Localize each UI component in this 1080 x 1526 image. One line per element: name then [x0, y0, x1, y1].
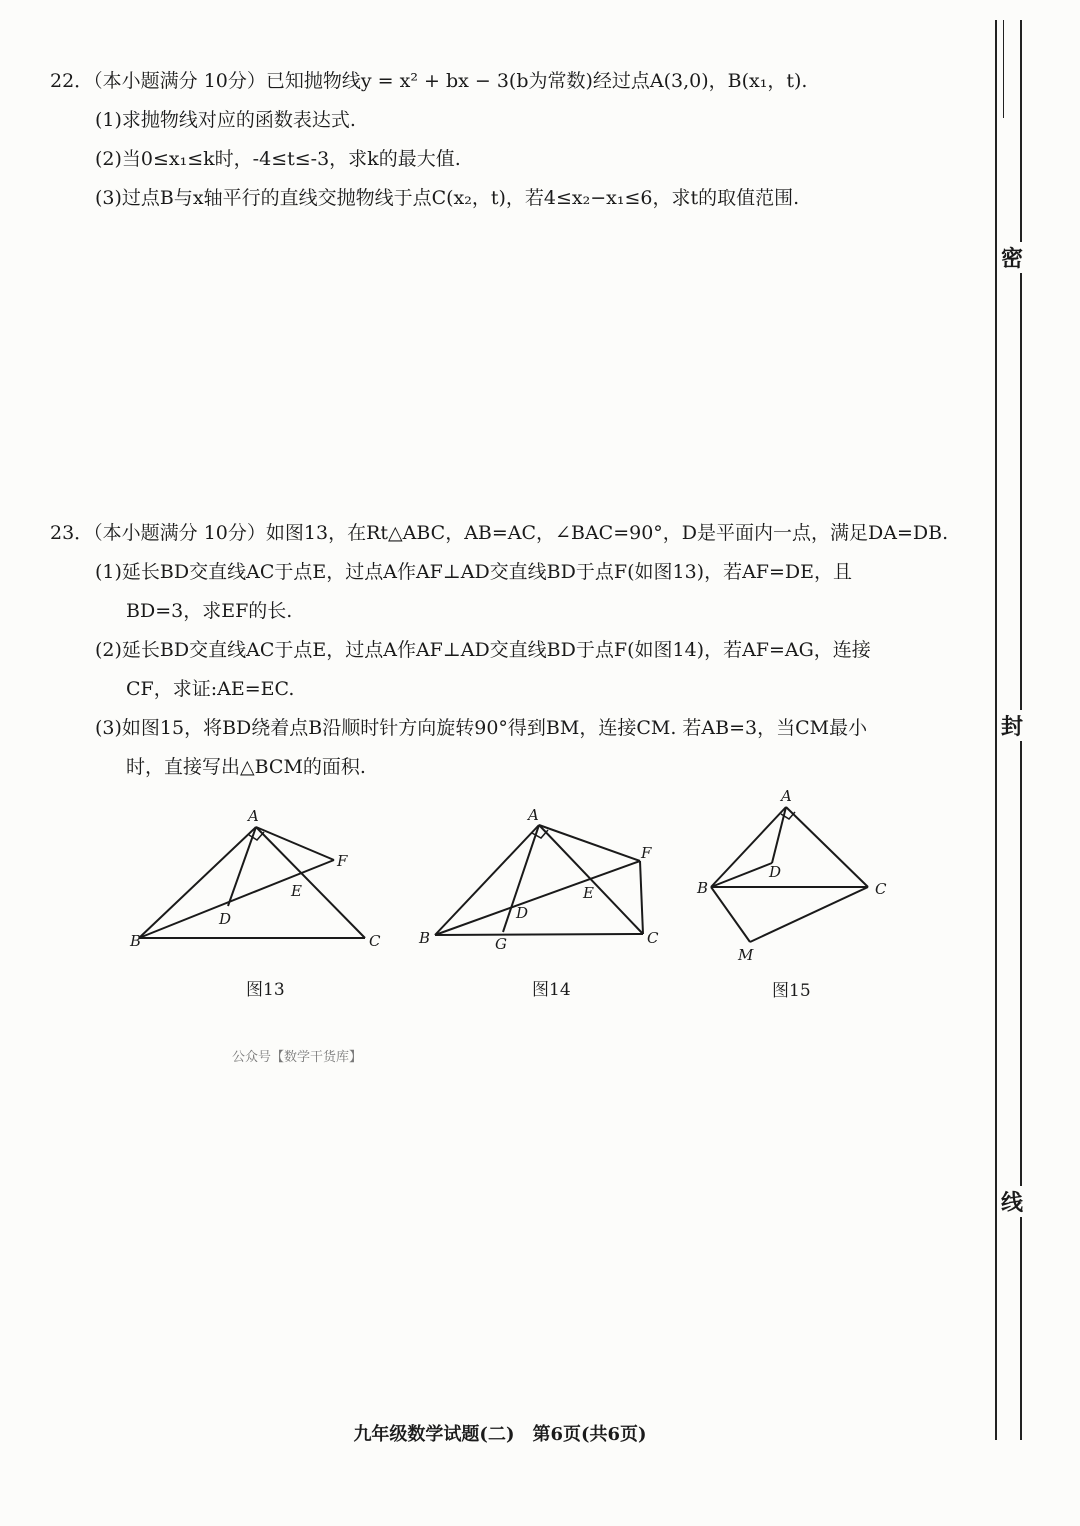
- label-D: D: [516, 904, 529, 922]
- label-C: C: [875, 880, 887, 898]
- figure-15-diagram: [695, 785, 895, 965]
- q23-part-2-line-1: (2)延长BD交直线AC于点E，过点A作AF⊥AD交直线BD于点F(如图14)，若AF=AG，连接: [95, 639, 871, 661]
- question-23: [50, 514, 950, 787]
- label-B: B: [130, 932, 142, 950]
- q23-part-2-line-2: CF，求证:AE=EC.: [126, 678, 295, 700]
- q23-part-1-line-1: (1)延长BD交直线AC于点E，过点A作AF⊥AD交直线BD于点F(如图13)，若AF=DE，且: [95, 561, 852, 583]
- label-F: F: [337, 852, 348, 870]
- figure-14-caption: 图14: [532, 980, 571, 1000]
- question-22: [50, 62, 950, 218]
- label-F: F: [641, 844, 652, 862]
- label-C: C: [647, 929, 659, 947]
- binding-mark-mi: 密: [1000, 242, 1024, 273]
- watermark: 公众号【数学干货库】: [232, 1050, 363, 1065]
- figure-13: [130, 805, 390, 959]
- label-M: M: [738, 946, 754, 964]
- label-G: G: [495, 935, 507, 953]
- q22-part-1: (1)求抛物线对应的函数表达式.: [95, 109, 356, 131]
- q23-part-3-line-1: (3)如图15，将BD绕着点B沿顺时针方向旋转90°得到BM，连接CM. 若AB=3，当CM最小: [95, 717, 868, 739]
- figure-13-caption: 图13: [246, 980, 285, 1000]
- label-C: C: [369, 932, 381, 950]
- binding-line-inner-top: [1003, 20, 1004, 118]
- q22-part-3: (3)过点B与x轴平行的直线交抛物线于点C(x₂，t)，若4≤x₂−x₁≤6，求t的取值范围.: [95, 187, 800, 209]
- label-D: D: [219, 910, 232, 928]
- label-E: E: [583, 884, 594, 902]
- label-E: E: [291, 882, 302, 900]
- label-B: B: [697, 879, 709, 897]
- q22-part-2: (2)当0≤x₁≤k时，-4≤t≤-3，求k的最大值.: [95, 148, 461, 170]
- figure-15-caption: 图15: [772, 981, 811, 1001]
- label-D: D: [769, 863, 782, 881]
- page-footer: 九年级数学试题(二) 第6页(共6页): [353, 1424, 647, 1445]
- figure-14: [415, 805, 675, 959]
- binding-mark-feng: 封: [1000, 710, 1024, 741]
- binding-line-outer: [995, 20, 997, 1440]
- binding-mark-xian: 线: [1000, 1186, 1024, 1217]
- q23-part-1-line-2: BD=3，求EF的长.: [126, 600, 293, 622]
- label-A: A: [781, 787, 792, 805]
- figure-15: [695, 785, 895, 969]
- figure-13-diagram: [130, 805, 390, 955]
- q23-stem: 23．（本小题满分 10分）如图13，在Rt△ABC，AB=AC，∠BAC=90°，D是平面内一点，满足DA=DB.: [50, 522, 949, 544]
- q22-stem: 22．（本小题满分 10分）已知抛物线y = x² + bx − 3(b为常数)经过点A(3,0)，B(x₁，t).: [50, 70, 808, 92]
- figure-14-diagram: [415, 805, 675, 955]
- label-A: A: [248, 807, 259, 825]
- label-A: A: [528, 806, 539, 824]
- q23-part-3-line-2: 时，直接写出△BCM的面积.: [126, 756, 366, 778]
- label-B: B: [419, 929, 431, 947]
